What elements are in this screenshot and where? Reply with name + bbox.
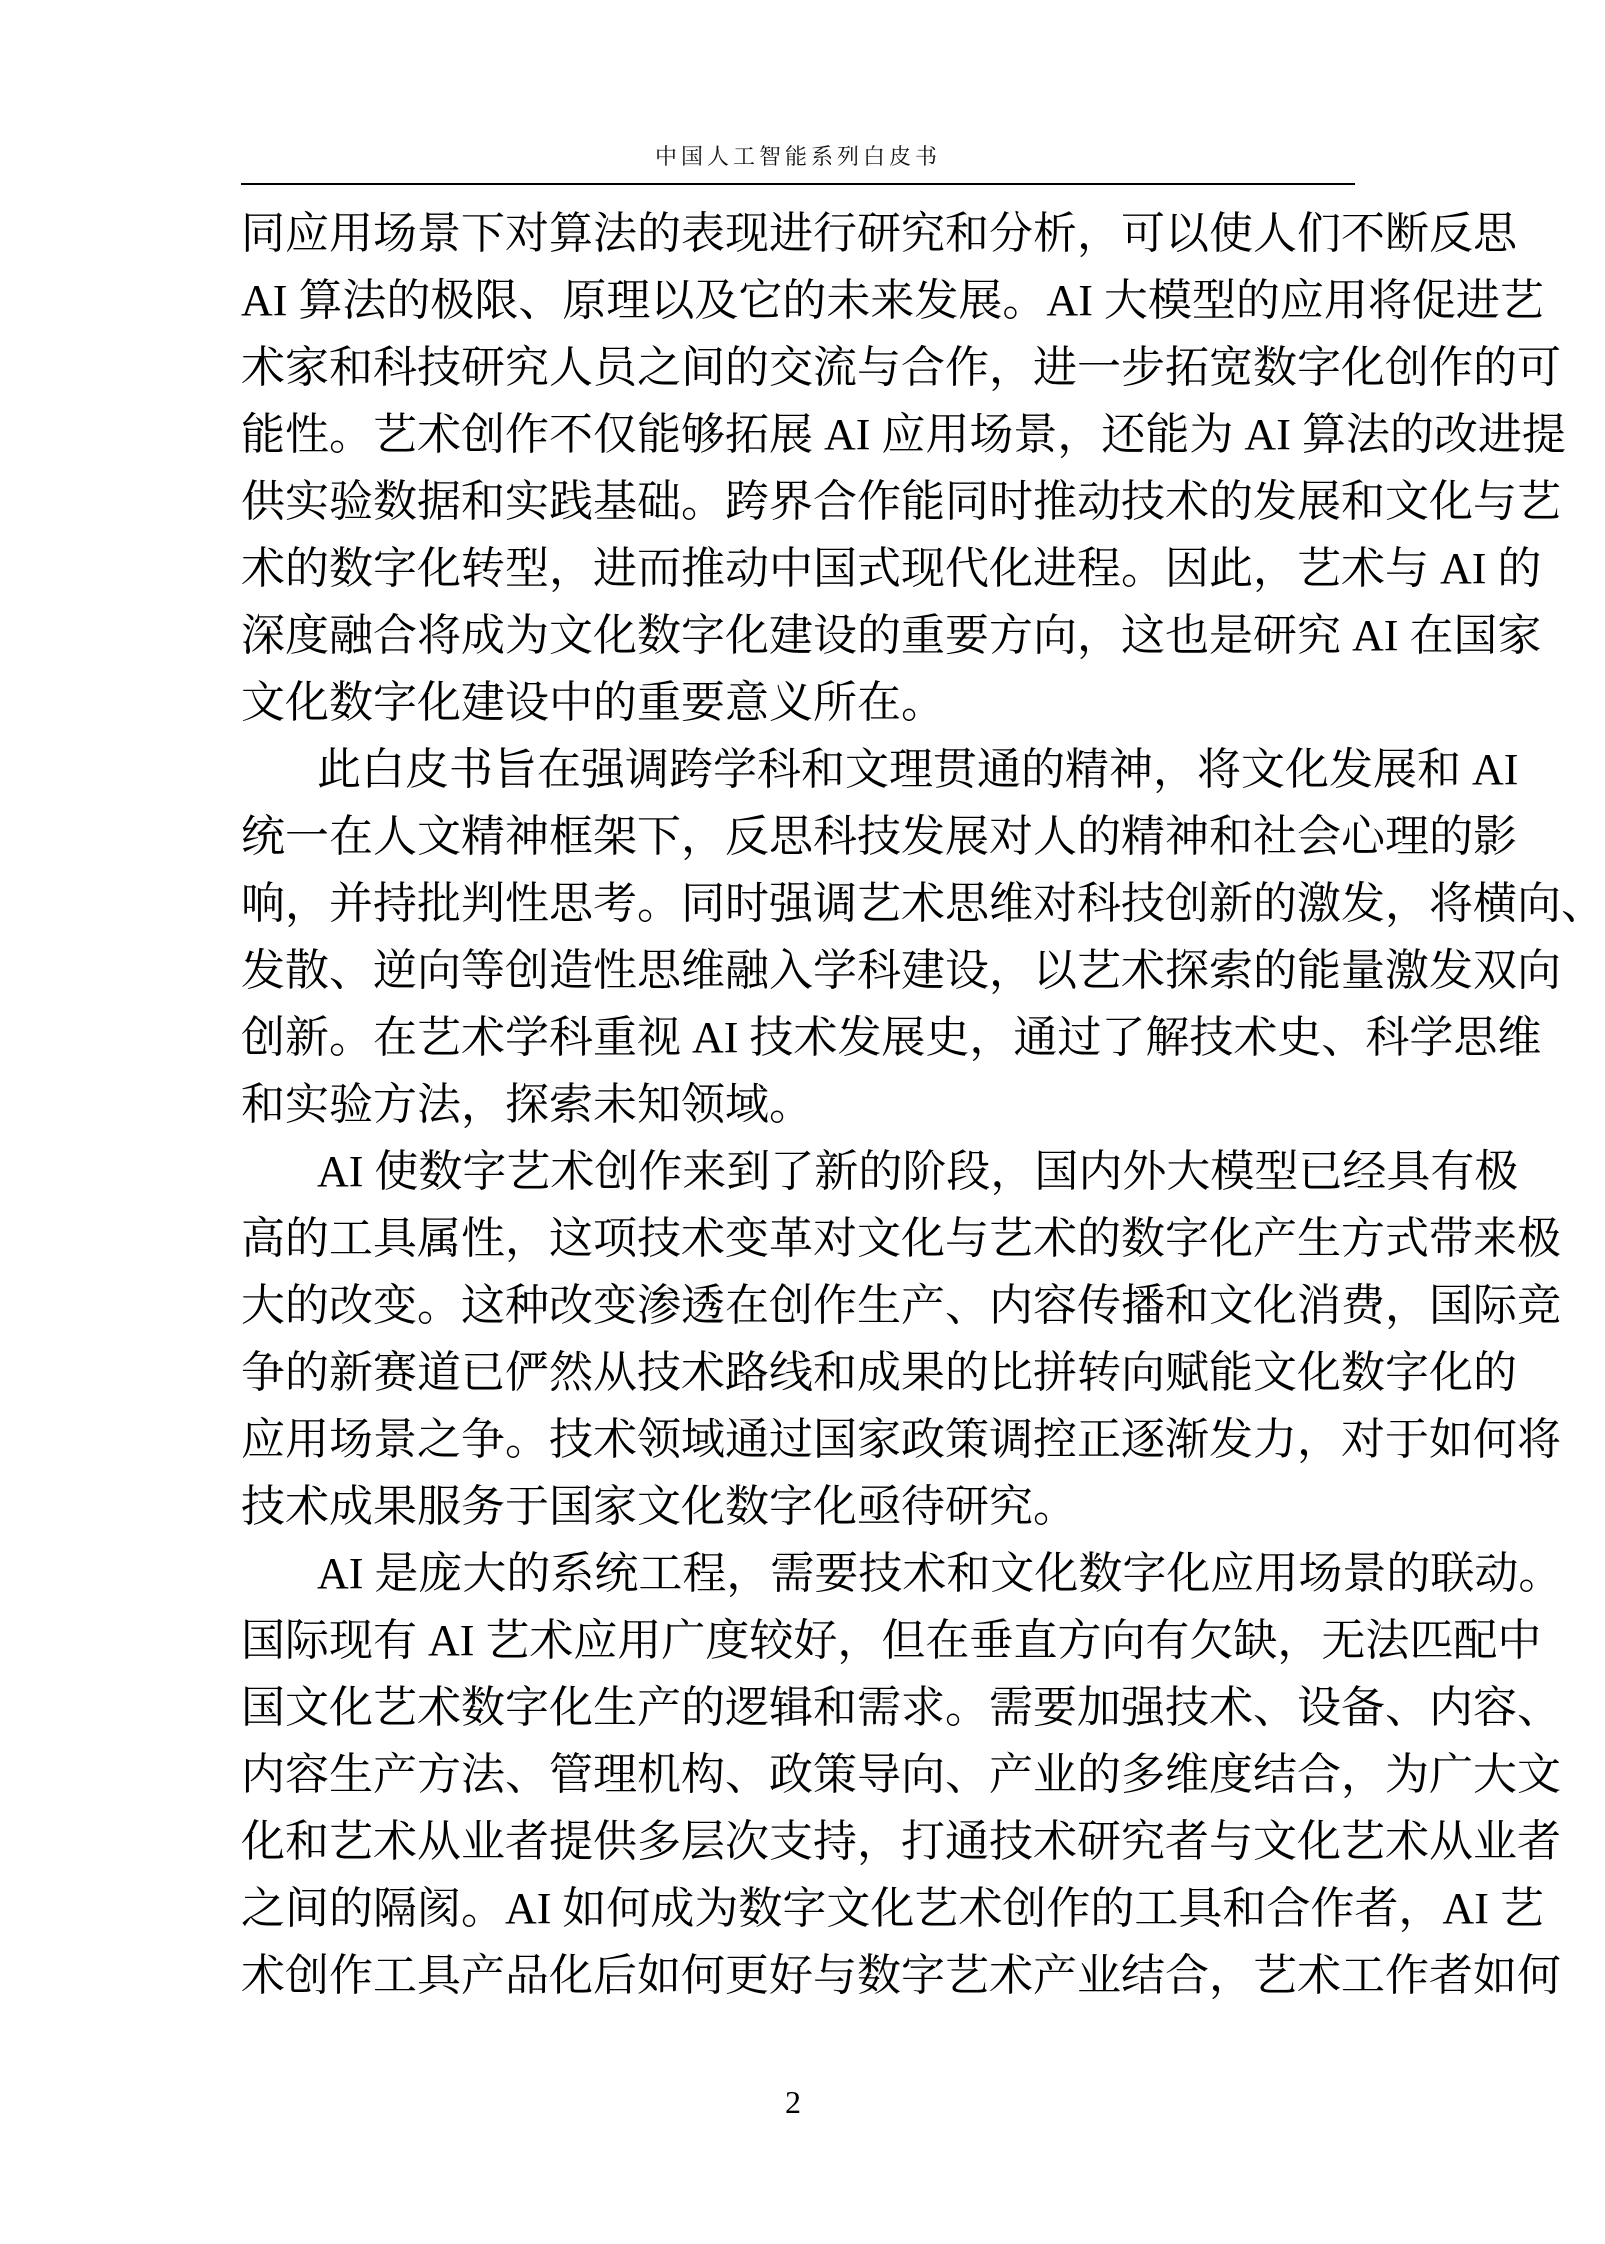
text-line: AI 是庞大的系统工程，需要技术和文化数字化应用场景的联动。 bbox=[317, 1549, 1563, 1598]
text-line: 发散、逆向等创造性思维融入学科建设，以艺术探索的能量激发双向 bbox=[241, 946, 1561, 995]
text-line: 术创作工具产品化后如何更好与数字艺术产业结合，艺术工作者如何 bbox=[241, 1951, 1561, 2000]
text-line: AI 使数字艺术创作来到了新的阶段，国内外大模型已经具有极 bbox=[317, 1147, 1519, 1196]
text-line: 国际现有 AI 艺术应用广度较好，但在垂直方向有欠缺，无法匹配中 bbox=[241, 1616, 1542, 1665]
text-line: 内容生产方法、管理机构、政策导向、产业的多维度结合，为广大文 bbox=[241, 1750, 1561, 1799]
paragraph bbox=[241, 1540, 1563, 2009]
text-line: 创新。在艺术学科重视 AI 技术发展史，通过了解技术史、科学思维 bbox=[241, 1013, 1542, 1062]
text-line: 统一在人文精神框架下，反思科技发展对人的精神和社会心理的影 bbox=[241, 812, 1517, 861]
text-line: 术的数字化转型，进而推动中国式现代化进程。因此，艺术与 AI 的 bbox=[241, 544, 1542, 593]
text-line: 能性。艺术创作不仅能够拓展 AI 应用场景，还能为 AI 算法的改进提 bbox=[241, 410, 1566, 459]
document-body bbox=[241, 200, 1605, 2009]
text-line: 争的新赛道已俨然从技术路线和成果的比拼转向赋能文化数字化的 bbox=[241, 1348, 1517, 1397]
text-line: 高的工具属性，这项技术变革对文化与艺术的数字化产生方式带来极 bbox=[241, 1214, 1561, 1263]
text-line: 大的改变。这种改变渗透在创作生产、内容传播和文化消费，国际竞 bbox=[241, 1281, 1561, 1330]
text-line: 应用场景之争。技术领域通过国家政策调控正逐渐发力，对于如何将 bbox=[241, 1415, 1561, 1464]
text-line: 和实验方法，探索未知领域。 bbox=[241, 1080, 813, 1129]
text-line: 国文化艺术数字化生产的逻辑和需求。需要加强技术、设备、内容、 bbox=[241, 1683, 1561, 1732]
page-number: 2 bbox=[785, 2084, 801, 2120]
text-line: 同应用场景下对算法的表现进行研究和分析，可以使人们不断反思 bbox=[241, 209, 1517, 258]
paragraph bbox=[241, 200, 1566, 736]
header-rule bbox=[241, 183, 1355, 185]
running-header: 中国人工智能系列白皮书 bbox=[654, 144, 941, 169]
text-line: 术家和科技研究人员之间的交流与合作，进一步拓宽数字化创作的可 bbox=[241, 343, 1561, 392]
text-line: 响，并持批判性思考。同时强调艺术思维对科技创新的激发，将横向、 bbox=[241, 879, 1605, 928]
text-line: 深度融合将成为文化数字化建设的重要方向，这也是研究 AI 在国家 bbox=[241, 611, 1542, 660]
text-line: 此白皮书旨在强调跨学科和文理贯通的精神，将文化发展和 AI bbox=[317, 745, 1519, 794]
paragraph bbox=[241, 736, 1605, 1138]
text-line: 化和艺术从业者提供多层次支持，打通技术研究者与文化艺术从业者 bbox=[241, 1817, 1561, 1866]
paragraph bbox=[241, 1138, 1561, 1540]
text-line: 之间的隔阂。AI 如何成为数字文化艺术创作的工具和合作者，AI 艺 bbox=[241, 1884, 1544, 1933]
text-line: AI 算法的极限、原理以及它的未来发展。AI 大模型的应用将促进艺 bbox=[241, 276, 1544, 325]
text-line: 技术成果服务于国家文化数字化亟待研究。 bbox=[241, 1482, 1077, 1531]
text-line: 文化数字化建设中的重要意义所在。 bbox=[241, 678, 945, 727]
text-line: 供实验数据和实践基础。跨界合作能同时推动技术的发展和文化与艺 bbox=[241, 477, 1561, 526]
